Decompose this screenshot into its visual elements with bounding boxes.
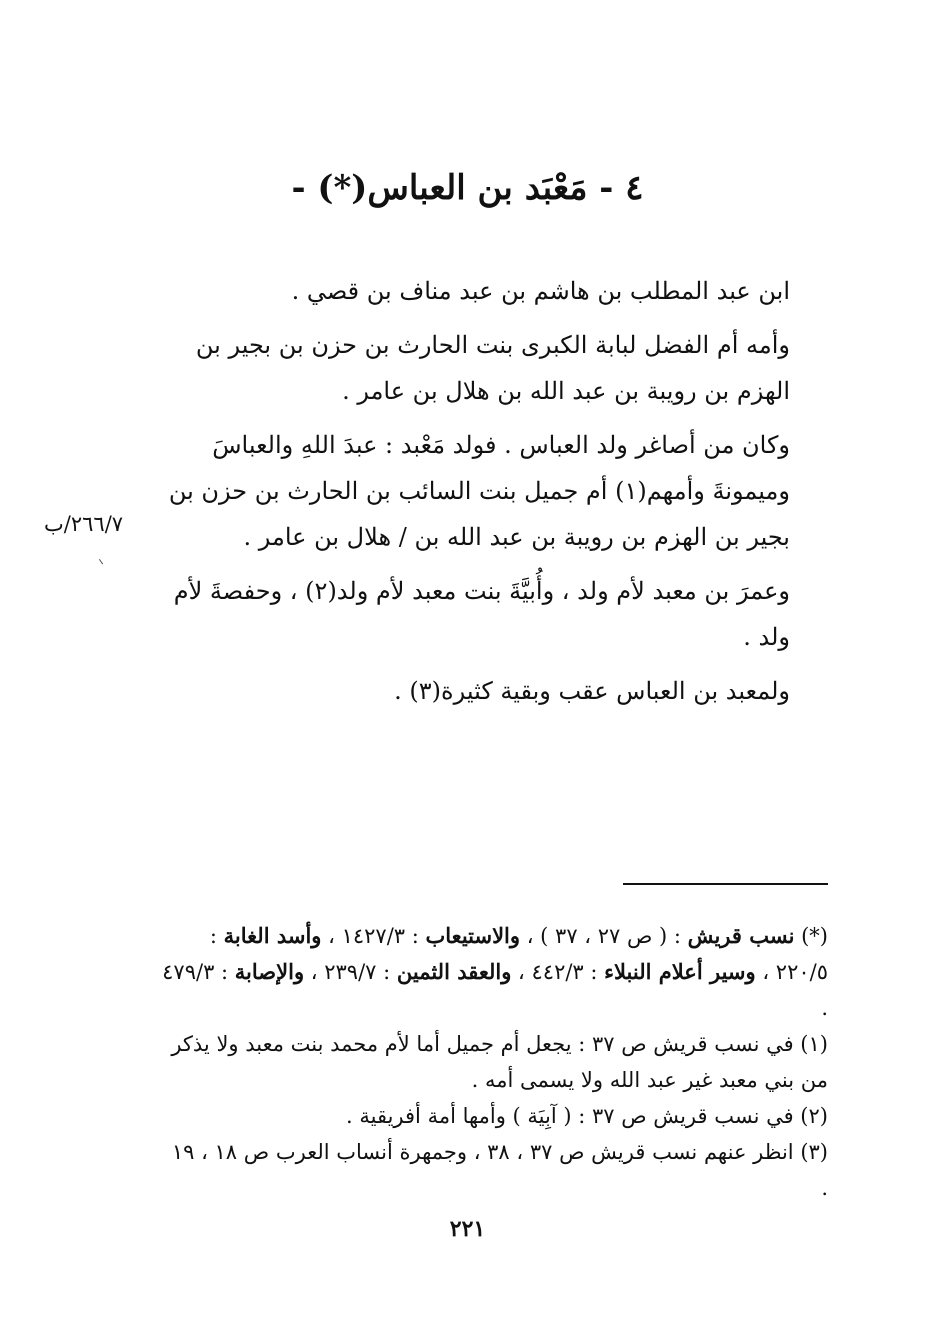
source-ref: : ٢٢٠/٥ ، <box>209 924 828 984</box>
source-ref: : ٢٣٩/٧ ، <box>304 960 397 984</box>
margin-mark <box>99 556 108 565</box>
paragraph-lineage: ابن عبد المطلب بن هاشم بن عبد مناف بن قصي . <box>291 277 790 305</box>
footnote-divider <box>623 883 828 885</box>
source-title: نسب قريش <box>687 923 795 948</box>
paragraph-other-children: وعمرَ بن معبد لأم ولد ، وأُبيَّةَ بنت معبد لأم ولد(٢) ، وحفصةَ لأم ولد . <box>173 577 790 651</box>
source-ref: : ١٤٢٧/٣ ، <box>321 924 426 948</box>
chapter-title: ٤ - مَعْبَد بن العباس(*) - <box>291 168 644 208</box>
footnote-3: (٣) انظر عنهم نسب قريش ص ٣٧ ، ٣٨ ، وجمهرة أنساب العرب ص ١٨ ، ١٩ . <box>171 1140 828 1200</box>
main-text <box>160 268 828 722</box>
page-number: ٢٢١ <box>449 1216 486 1242</box>
source-title: والإصابة <box>234 959 305 984</box>
footnote-2: (٢) في نسب قريش ص ٣٧ : ( آبِيَة ) وأمها أمة أفريقية . <box>346 1104 828 1128</box>
paragraph-children: وكان من أصاغر ولد العباس . فولد مَعْبد : عبدَ اللهِ والعباسَ وميمونةَ وأمهم(١) أم جميل بنت السائب بن الحارث بن حزن بن بجير بن الهزم بن رويبة بن عبد الله بن / هلال بن عامر . <box>168 431 790 551</box>
source-title: والاستيعاب <box>425 923 521 948</box>
source-ref: : ٤٤٢/٣ ، <box>511 960 605 984</box>
source-title: وأسد الغابة <box>223 923 322 948</box>
source-title: والعقد الثمين <box>396 959 512 984</box>
footnote-1: (١) في نسب قريش ص ٣٧ : يجعل أم جميل أما لأم محمد بنت معبد ولا يذكر من بني معبد غير عبد الله ولا يسمى أمه . <box>171 1032 828 1092</box>
paragraph-mother: وأمه أم الفضل لبابة الكبرى بنت الحارث بن حزن بن بجير بن الهزم بن رويبة بن عبد الله بن هلال بن عامر . <box>195 331 790 405</box>
footnotes <box>160 918 828 1206</box>
footnote-sources <box>160 918 828 1026</box>
manuscript-folio-reference: ٢٦٦/٧/ب <box>44 512 124 536</box>
source-ref: : ( ص ٢٧ ، ٣٧ ) ، <box>520 924 688 948</box>
source-ref: : ٤٧٩/٣ . <box>162 960 828 1020</box>
paragraph-descendants: ولمعبد بن العباس عقب وبقية كثيرة(٣) . <box>394 677 790 705</box>
footnote-marker: (*) <box>794 924 828 948</box>
source-title: وسير أعلام النبلاء <box>604 959 756 984</box>
